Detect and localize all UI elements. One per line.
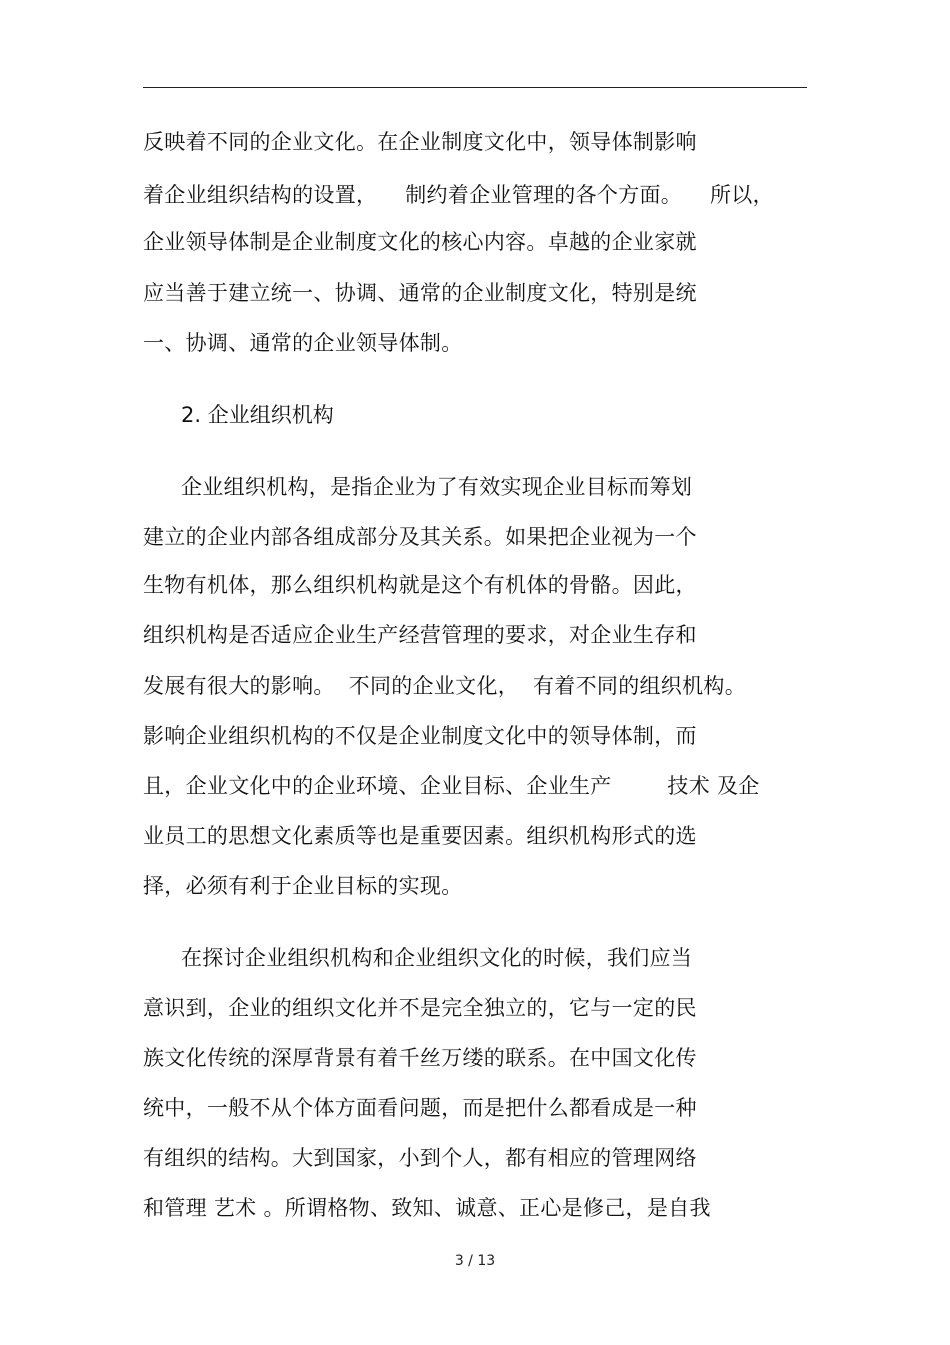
paragraph-3-line-4: 统中，一般不从个体方面看问题，而是把什么都看成是一种: [143, 1096, 697, 1120]
section-heading: 2. 企业组织机构: [181, 403, 334, 427]
paragraph-1-line-1: 反映着不同的企业文化。在企业制度文化中，领导体制影响: [143, 130, 697, 154]
paragraph-1-line-4: 应当善于建立统一、协调、通常的企业制度文化，特别是统: [143, 281, 697, 305]
paragraph-2-line-2: 建立的企业内部各组成部分及其关系。如果把企业视为一个: [143, 525, 697, 549]
paragraph-2-line-1: 企业组织机构，是指企业为了有效实现企业目标而筹划: [181, 475, 693, 499]
paragraph-2-line-9: 择，必须有利于企业目标的实现。: [143, 874, 463, 898]
paragraph-2-line-4: 组织机构是否适应企业生产经营管理的要求，对企业生存和: [143, 623, 697, 647]
page-number: 3 / 13: [454, 1253, 496, 1269]
paragraph-3-line-1: 在探讨企业组织机构和企业组织文化的时候，我们应当: [181, 946, 693, 970]
paragraph-3-line-5: 有组织的结构。大到国家，小到个人，都有相应的管理网络: [143, 1146, 697, 1170]
header-rule: [143, 87, 807, 88]
paragraph-1-line-3: 企业领导体制是企业制度文化的核心内容。卓越的企业家就: [143, 230, 697, 254]
paragraph-2-line-3: 生物有机体，那么组织机构就是这个有机体的骨骼。因此，: [143, 573, 697, 597]
paragraph-3-line-2: 意识到，企业的组织文化并不是完全独立的，它与一定的民: [143, 996, 697, 1020]
paragraph-2-line-6: 影响企业组织机构的不仅是企业制度文化中的领导体制，而: [143, 724, 697, 748]
paragraph-2-line-7: 且，企业文化中的企业环境、企业目标、企业生产 技术 及企: [143, 774, 760, 798]
paragraph-2-line-8: 业员工的思想文化素质等也是重要因素。组织机构形式的选: [143, 824, 697, 848]
paragraph-2-line-5: 发展有很大的影响。 不同的企业文化， 有着不同的组织机构。: [143, 674, 746, 698]
paragraph-1-line-2: 着企业组织结构的设置， 制约着企业管理的各个方面。 所以，: [143, 183, 774, 207]
paragraph-3-line-3: 族文化传统的深厚背景有着千丝万缕的联系。在中国文化传: [143, 1046, 697, 1070]
paragraph-1-line-5: 一、协调、通常的企业领导体制。: [143, 331, 463, 355]
paragraph-3-line-6: 和管理 艺术 。所谓格物、致知、诚意、正心是修己，是自我: [143, 1196, 711, 1220]
